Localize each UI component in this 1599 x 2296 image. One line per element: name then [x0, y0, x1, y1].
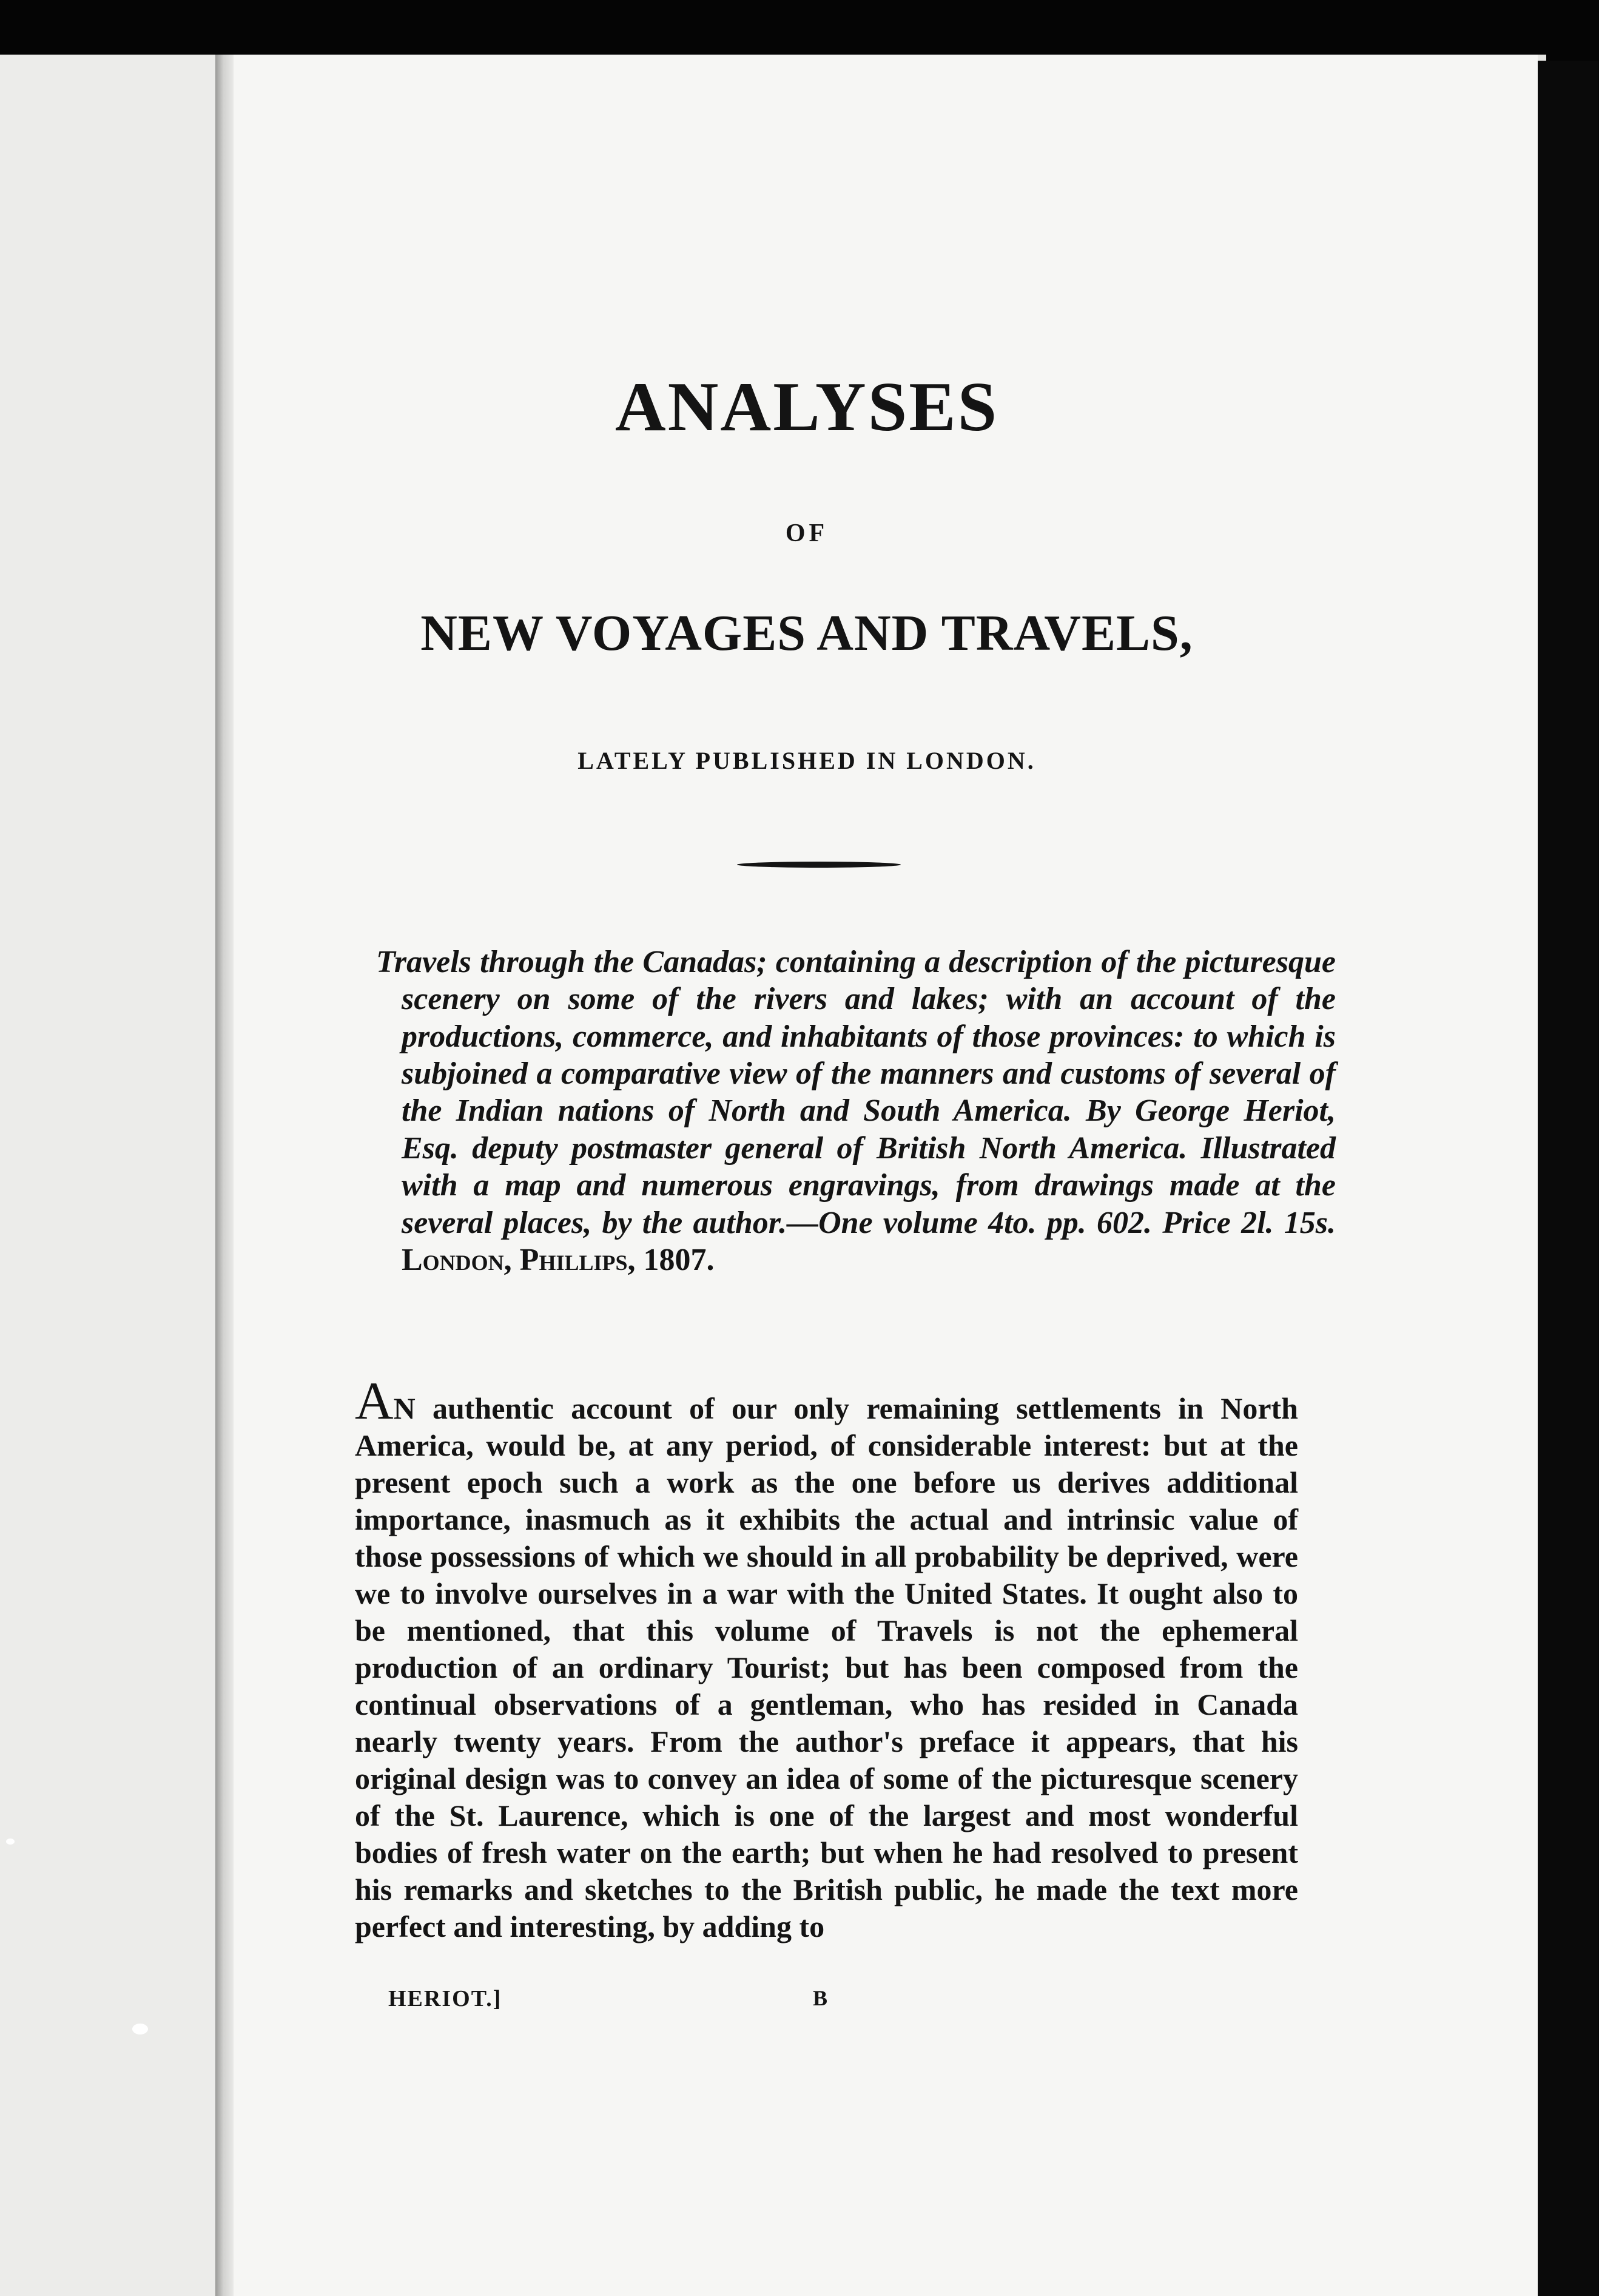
page-title: ANALYSES — [614, 368, 999, 446]
scan-speck — [132, 2024, 148, 2034]
title-connector: OF — [785, 519, 829, 547]
citation-imprint: London, Phillips, 1807. — [402, 1242, 715, 1277]
article-body — [355, 1372, 1298, 1945]
citation-text: Travels through the Canadas; containing a description of the picturesque scenery on some of the rivers and lakes; with an account of the productions, commerce, and inhabitants of those provinces: to which is subjoined a comparative view of the manners and customs of several of the Indian nations of North and South America. By George Heriot, Esq. deputy postmaster general of British North America. Illustrated with a map and numerous engravings, from drawings made at the several places, by the author.—One volume 4to. pp. 602. Price 2l. 15s. — [376, 945, 1336, 1240]
book-citation — [376, 944, 1336, 1278]
ornamental-rule — [737, 862, 901, 868]
page-subtitle: NEW VOYAGES AND TRAVELS, — [420, 605, 1193, 661]
page-tagline: LATELY PUBLISHED IN LONDON. — [577, 747, 1036, 774]
article-body-text: N authentic account of our only remaining settlements in North America, would be, at any period, of considerable interest: but at the present epoch such a work as the one before us derives additional importance, inasmuch as it exhibits the actual and intrinsic value of those possessions of which we should in all probability be deprived, were we to involve ourselves in a war with the United States. It ought also to be mentioned, that this volume of Travels is not the ephemeral production of an ordinary Tourist; but has been composed from the continual observations of a gentleman, who has resided in Canada nearly twenty years. From the author's preface it appears, that his original design was to convey an idea of some of the picturesque scenery of the St. Laurence, which is one of the largest and most wonderful bodies of fresh water on the earth; but when he had resolved to present his remarks and sketches to the British public, he made the text more perfect and interesting, by adding to — [355, 1391, 1298, 1943]
signature-mark: B — [813, 1986, 828, 2010]
catchword-signature: HERIOT.] — [388, 1986, 502, 2011]
drop-cap: A — [355, 1372, 394, 1431]
scan-speck — [6, 1838, 15, 1845]
